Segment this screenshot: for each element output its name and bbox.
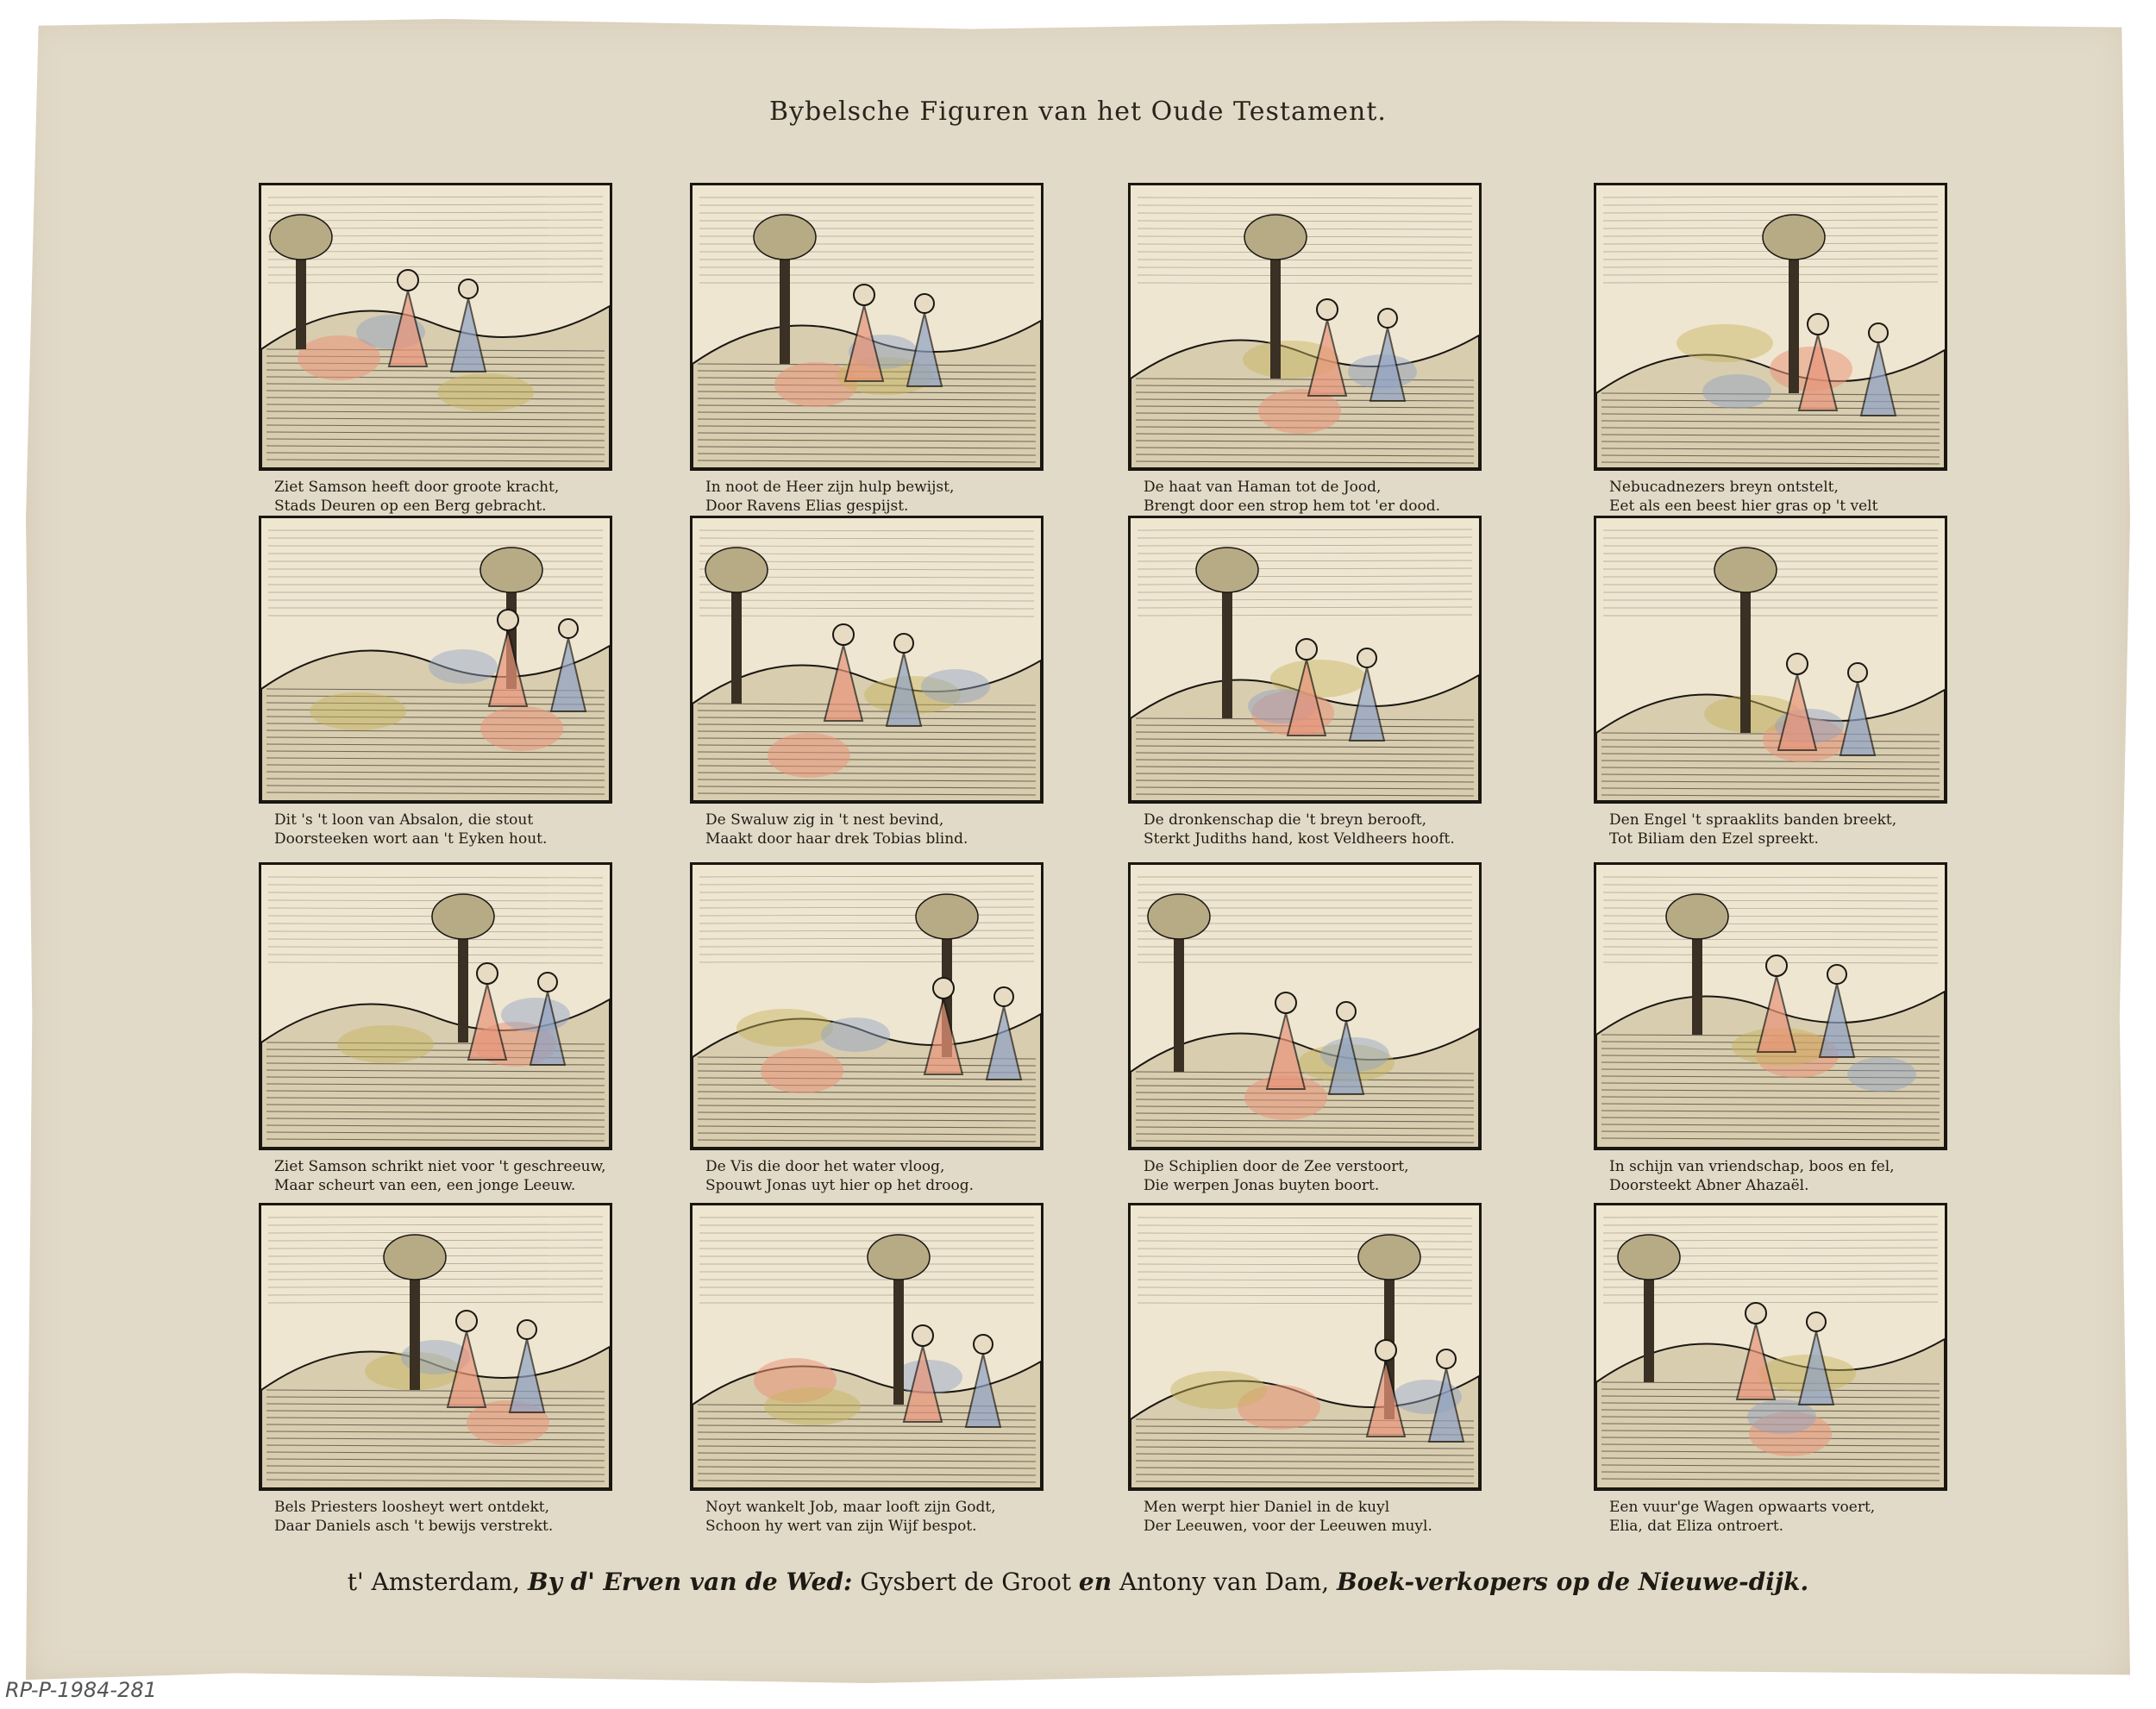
woodcut-panel: [690, 516, 1044, 848]
caption-line-1: Men werpt hier Daniel in de kuyl: [1144, 1499, 1390, 1516]
caption-line-1: In schijn van vriendschap, boos en fel,: [1609, 1158, 1895, 1175]
woodcut-illustration: [1594, 862, 1947, 1150]
caption-line-1: Nebucadnezers breyn ontstelt,: [1609, 479, 1839, 496]
imprint-heirs: By d' Erven van de Wed:: [527, 1568, 853, 1596]
woodcut-illustration: [259, 862, 612, 1150]
woodcut-illustration: [259, 183, 612, 471]
caption-line-1: Ziet Samson heeft door groote kracht,: [274, 479, 560, 496]
panel-caption: [1594, 1498, 1947, 1536]
caption-line-2: Doorsteekt Abner Ahazaël.: [1609, 1177, 1809, 1194]
woodcut-panel: [1594, 862, 1947, 1195]
page-title: Bybelsche Figuren van het Oude Testament.: [769, 97, 1387, 127]
woodcut-illustration: [1128, 862, 1482, 1150]
caption-line-1: Noyt wankelt Job, maar looft zijn Godt,: [705, 1499, 996, 1516]
woodcut-panel: [690, 183, 1044, 516]
panel-caption: [690, 1157, 1044, 1195]
panel-caption: [1594, 478, 1947, 516]
imprint-name1: Gysbert de Groot: [860, 1568, 1071, 1596]
caption-line-1: Bels Priesters loosheyt wert ontdekt,: [274, 1499, 549, 1516]
woodcut-panel: [259, 183, 612, 516]
panel-caption: [690, 811, 1044, 848]
caption-line-2: Brengt door een strop hem tot 'er dood.: [1144, 498, 1441, 515]
caption-line-1: De Vis die door het water vloog,: [705, 1158, 945, 1175]
woodcut-panel: [259, 862, 612, 1195]
caption-line-2: Stads Deuren op een Berg gebracht.: [274, 498, 547, 515]
caption-line-2: Door Ravens Elias gespijst.: [705, 498, 909, 515]
woodcut-panel: [1128, 862, 1482, 1195]
woodcut-illustration: [690, 183, 1044, 471]
panel-caption: [690, 478, 1044, 516]
caption-line-2: Daar Daniels asch 't bewijs verstrekt.: [274, 1518, 554, 1535]
caption-line-2: Elia, dat Eliza ontroert.: [1609, 1518, 1784, 1535]
woodcut-illustration: [1594, 1203, 1947, 1491]
imprint-trade: Boek-verkopers op de Nieuwe-dijk.: [1337, 1568, 1809, 1596]
imprint-and: en: [1078, 1568, 1112, 1596]
woodcut-illustration: [259, 516, 612, 804]
caption-line-1: Den Engel 't spraaklits banden breekt,: [1609, 811, 1897, 829]
caption-line-1: De Swaluw zig in 't nest bevind,: [705, 811, 944, 829]
inventory-number: RP-P-1984-281: [5, 1678, 157, 1702]
woodcut-panel: [259, 516, 612, 848]
imprint-place: t' Amsterdam,: [347, 1568, 521, 1596]
panel-caption: [259, 1157, 612, 1195]
caption-line-1: Ziet Samson schrikt niet voor 't geschreeuw,: [274, 1158, 606, 1175]
woodcut-panel: [259, 1203, 612, 1536]
caption-line-2: Der Leeuwen, voor der Leeuwen muyl.: [1144, 1518, 1432, 1535]
woodcut-illustration: [1594, 183, 1947, 471]
caption-line-2: Maakt door haar drek Tobias blind.: [705, 830, 968, 848]
panel-caption: [1594, 811, 1947, 848]
caption-line-2: Die werpen Jonas buyten boort.: [1144, 1177, 1380, 1194]
caption-line-1: De haat van Haman tot de Jood,: [1144, 479, 1382, 496]
woodcut-panel: [1594, 516, 1947, 848]
caption-line-1: De dronkenschap die 't breyn berooft,: [1144, 811, 1426, 829]
woodcut-panel: [690, 862, 1044, 1195]
woodcut-panel: [1128, 183, 1482, 516]
panel-caption: [1594, 1157, 1947, 1195]
caption-line-2: Tot Biliam den Ezel spreekt.: [1609, 830, 1819, 848]
woodcut-illustration: [690, 1203, 1044, 1491]
woodcut-illustration: [690, 516, 1044, 804]
caption-line-2: Schoon hy wert van zijn Wijf bespot.: [705, 1518, 977, 1535]
woodcut-illustration: [1128, 1203, 1482, 1491]
caption-line-1: Dit 's 't loon van Absalon, die stout: [274, 811, 534, 829]
woodcut-panel: [1128, 1203, 1482, 1536]
panel-caption: [1128, 1498, 1482, 1536]
woodcut-illustration: [690, 862, 1044, 1150]
panel-caption: [259, 811, 612, 848]
caption-line-1: De Schiplien door de Zee verstoort,: [1144, 1158, 1409, 1175]
imprint: [0, 1568, 2156, 1596]
woodcut-illustration: [1128, 516, 1482, 804]
panel-caption: [690, 1498, 1044, 1536]
panel-caption: [259, 1498, 612, 1536]
panel-caption: [1128, 478, 1482, 516]
caption-line-2: Sterkt Judiths hand, kost Veldheers hooft.: [1144, 830, 1455, 848]
woodcut-panel: [1594, 183, 1947, 516]
imprint-name2: Antony van Dam,: [1119, 1568, 1330, 1596]
caption-line-2: Doorsteeken wort aan 't Eyken hout.: [274, 830, 548, 848]
woodcut-panel: [690, 1203, 1044, 1536]
caption-line-1: In noot de Heer zijn hulp bewijst,: [705, 479, 955, 496]
woodcut-illustration: [259, 1203, 612, 1491]
woodcut-panel: [1594, 1203, 1947, 1536]
panel-caption: [1128, 1157, 1482, 1195]
woodcut-illustration: [1594, 516, 1947, 804]
woodcut-panel: [1128, 516, 1482, 848]
caption-line-2: Maar scheurt van een, een jonge Leeuw.: [274, 1177, 576, 1194]
caption-line-2: Eet als een beest hier gras op 't velt: [1609, 498, 1878, 515]
caption-line-2: Spouwt Jonas uyt hier op het droog.: [705, 1177, 975, 1194]
panel-caption: [259, 478, 612, 516]
caption-line-1: Een vuur'ge Wagen opwaarts voert,: [1609, 1499, 1876, 1516]
panel-caption: [1128, 811, 1482, 848]
woodcut-illustration: [1128, 183, 1482, 471]
